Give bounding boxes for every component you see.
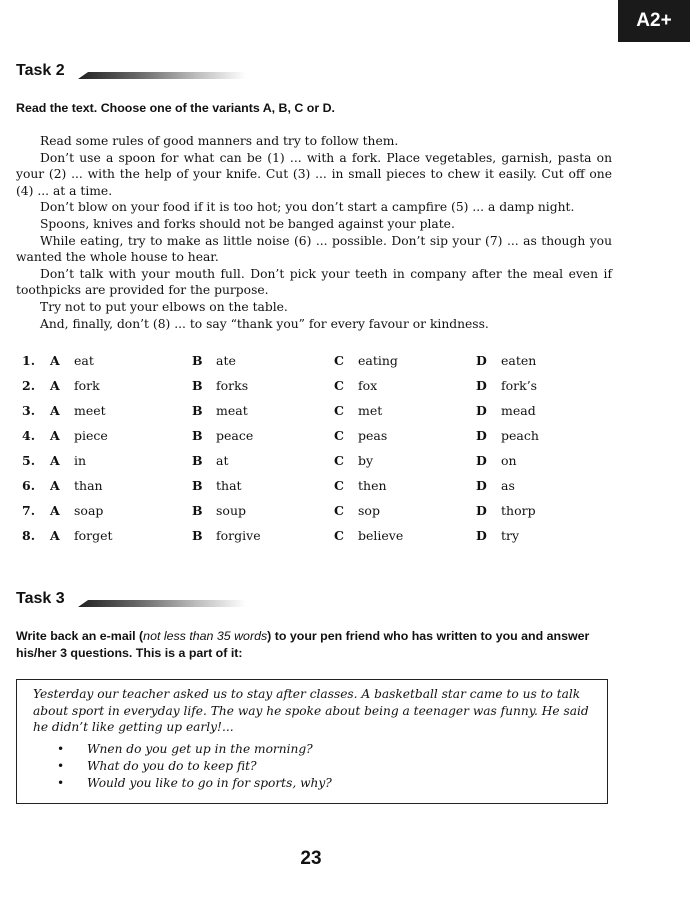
option-word: eaten xyxy=(501,353,537,368)
paragraph: Don’t blow on your food if it is too hot; you don’t start a campfire (5) ... a damp night. xyxy=(40,200,575,215)
option-letter: C xyxy=(334,353,344,368)
option-letter: A xyxy=(50,503,60,518)
question-text: Would you like to go in for sports, why? xyxy=(87,775,332,790)
paragraph: Don’t talk with your mouth full. Don’t pick your teeth in company after the meal even if toothpicks are provided for the purpose. xyxy=(16,266,612,298)
option-letter: C xyxy=(334,378,344,393)
task3-label: Task 3 xyxy=(16,590,65,607)
instruction-italic: not less than 35 words xyxy=(143,629,268,643)
option-letter: D xyxy=(476,378,487,393)
option-word: piece xyxy=(74,428,108,443)
option-letter: D xyxy=(476,353,487,368)
option-word: sop xyxy=(358,503,380,518)
task2-text xyxy=(16,133,612,332)
question-number: 6. xyxy=(22,478,36,493)
option-word: fork’s xyxy=(501,378,538,393)
option-word: forgive xyxy=(216,528,261,543)
question-item xyxy=(57,742,332,759)
question-number: 4. xyxy=(22,428,36,443)
question-item xyxy=(57,776,332,793)
option-word: meet xyxy=(74,403,106,418)
option-word: mead xyxy=(501,403,536,418)
paragraph: Spoons, knives and forks should not be banged against your plate. xyxy=(40,216,455,231)
option-letter: A xyxy=(50,528,60,543)
option-letter: B xyxy=(192,353,203,368)
option-word: on xyxy=(501,453,517,468)
option-word: met xyxy=(358,403,383,418)
task2-label: Task 2 xyxy=(16,62,65,79)
email-excerpt-box xyxy=(16,679,608,804)
question-number: 5. xyxy=(22,453,36,468)
option-word: eat xyxy=(74,353,94,368)
question-number: 1. xyxy=(22,353,36,368)
bullet-icon: • xyxy=(57,742,65,756)
option-letter: A xyxy=(50,453,60,468)
option-word: peas xyxy=(358,428,388,443)
option-word: peach xyxy=(501,428,539,443)
option-word: by xyxy=(358,453,374,468)
paragraph: Try not to put your elbows on the table. xyxy=(40,299,288,314)
option-letter: D xyxy=(476,528,487,543)
task3-instruction xyxy=(16,628,616,662)
option-word: eating xyxy=(358,353,398,368)
question-text: Wnen do you get up in the morning? xyxy=(87,742,313,756)
option-letter: A xyxy=(50,478,60,493)
option-word: soap xyxy=(74,503,104,518)
option-letter: C xyxy=(334,428,344,443)
option-word: believe xyxy=(358,528,404,543)
option-word: forget xyxy=(74,528,113,543)
question-list xyxy=(57,742,332,792)
page-number: 23 xyxy=(300,848,322,869)
option-letter: B xyxy=(192,528,203,543)
option-letter: C xyxy=(334,453,344,468)
question-item xyxy=(57,759,332,776)
option-letter: C xyxy=(334,478,344,493)
option-word: thorp xyxy=(501,503,536,518)
task2-decor-bar xyxy=(78,72,246,79)
option-word: fork xyxy=(74,378,100,393)
instruction-text: ) to your pen friend who has written to you and answer his/her 3 questions. This is a part of it: xyxy=(16,629,590,660)
option-letter: B xyxy=(192,378,203,393)
option-word: fox xyxy=(358,378,378,393)
option-letter: B xyxy=(192,403,203,418)
task3-header xyxy=(16,590,246,610)
option-word: then xyxy=(358,478,387,493)
option-letter: D xyxy=(476,503,487,518)
level-badge: A2+ xyxy=(618,0,690,42)
question-number: 2. xyxy=(22,378,36,393)
option-letter: D xyxy=(476,403,487,418)
option-word: meat xyxy=(216,403,248,418)
paragraph: Read some rules of good manners and try to follow them. xyxy=(40,134,399,148)
question-number: 8. xyxy=(22,528,36,543)
option-letter: D xyxy=(476,428,487,443)
option-letter: B xyxy=(192,503,203,518)
option-word: ate xyxy=(216,353,236,368)
task3-decor-bar xyxy=(78,600,246,607)
question-text: What do you do to keep fit? xyxy=(87,758,257,773)
option-letter: B xyxy=(192,478,203,493)
option-word: at xyxy=(216,453,229,468)
paragraph: While eating, try to make as little noise (6) ... possible. Don’t sip your (7) ... as though you wanted the whole house to hear. xyxy=(16,233,612,265)
option-letter: A xyxy=(50,378,60,393)
question-number: 3. xyxy=(22,403,36,418)
option-letter: D xyxy=(476,478,487,493)
option-word: peace xyxy=(216,428,254,443)
option-letter: B xyxy=(192,428,203,443)
task2-instruction: Read the text. Choose one of the variants A, B, C or D. xyxy=(16,101,335,115)
option-word: soup xyxy=(216,503,246,518)
bullet-icon: • xyxy=(57,775,65,790)
option-word: as xyxy=(501,478,515,493)
option-letter: C xyxy=(334,528,344,543)
email-text: Yesterday our teacher asked us to stay after classes. A basketball star came to us to talk about sport in everyday life. The way he spoke about being a teenager was funny. He said he didn’t like getting up early!... xyxy=(33,687,589,735)
paragraph: And, finally, don’t (8) ... to say “thank you” for every favour or kindness. xyxy=(40,316,489,331)
task2-header xyxy=(16,62,246,82)
option-letter: A xyxy=(50,353,60,368)
option-letter: D xyxy=(476,453,487,468)
paragraph: Don’t use a spoon for what can be (1) ... with a fork. Place vegetables, garnish, pasta on your (2) ... with the help of your knife. Cut (3) ... in small pieces to chew it easily. Cut off one (4) ... at a time. xyxy=(16,150,612,198)
option-letter: A xyxy=(50,403,60,418)
bullet-icon: • xyxy=(57,758,65,773)
instruction-text: Write back an e-mail ( xyxy=(16,629,144,643)
option-letter: A xyxy=(50,428,60,443)
option-word: that xyxy=(216,478,242,493)
option-word: try xyxy=(501,528,520,543)
option-letter: B xyxy=(192,453,203,468)
option-letter: C xyxy=(334,403,344,418)
question-number: 7. xyxy=(22,503,36,518)
option-word: than xyxy=(74,478,103,493)
option-word: in xyxy=(74,453,87,468)
option-letter: C xyxy=(334,503,344,518)
option-word: forks xyxy=(216,378,249,393)
